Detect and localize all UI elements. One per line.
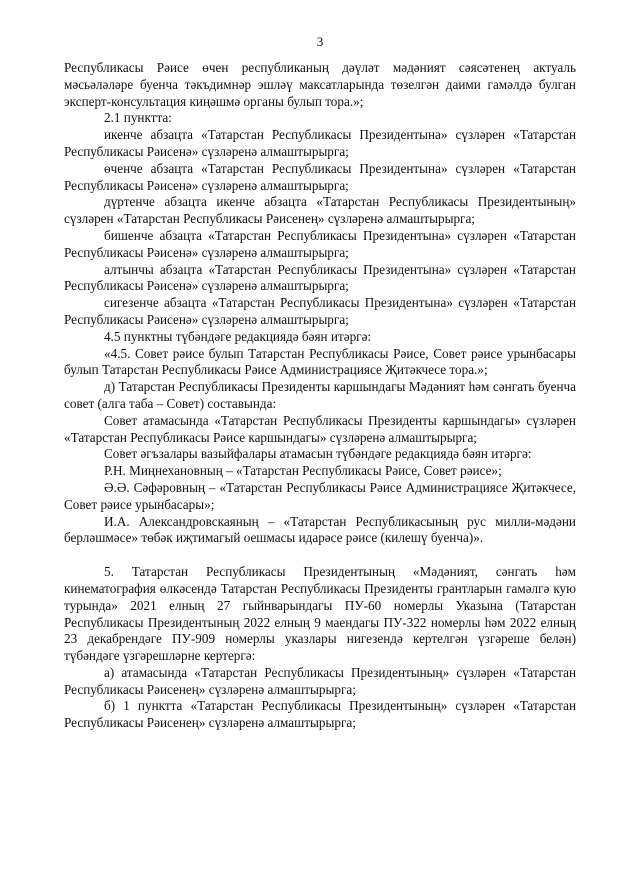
paragraph: Совет атамасында «Татарстан Республикасы Президенты каршындагы» сүзләрен «Татарстан Республикасы Рәисе каршындагы» сүзләренә алмаштырырга; xyxy=(64,412,576,445)
paragraph: д) Татарстан Республикасы Президенты каршындагы Мәдәният һәм сәнгать буенча совет (алга таба – Совет) составында: xyxy=(64,379,576,411)
paragraph: Р.Н. Миңнехановның – «Татарстан Республикасы Рәисе, Совет рәисе»; xyxy=(104,463,502,479)
paragraph: сигезенче абзацта «Татарстан Республикасы Президентына» сүзләрен «Татарстан Республикасы Рәисенә» сүзләренә алмаштырырга; xyxy=(64,295,576,327)
paragraph: дүртенче абзацта икенче абзацта «Татарстан Республикасы Президентының» сүзләрен «Татарстан Республикасы Рәисенең» сүзләренә алмаштырырга; xyxy=(64,194,576,227)
paragraph: И.А. Александровскаяның – «Татарстан Республикасының рус милли-мәдәни берләшмәсе» төбәк иҗтимагый оешмасы идарәсе рәисе (килешү буенча)». xyxy=(64,513,576,546)
paragraph: а) атамасында «Татарстан Республикасы Президентының» сүзләрен «Татарстан Республикасы Рәисенең» сүзләренә алмаштырырга; xyxy=(64,664,576,697)
paragraph-spacer xyxy=(64,547,576,564)
paragraph: икенче абзацта «Татарстан Республикасы Президентына» сүзләрен «Татарстан Республикасы Рәисенә» сүзләренә алмаштырырга; xyxy=(64,127,576,159)
paragraph: Ә.Ә. Сәфәровның – «Татарстан Республикасы Рәисе Администрациясе Җитәкчесе, Совет рәисе урынбасары»; xyxy=(64,479,576,512)
paragraph: б) 1 пунктта «Татарстан Республикасы Президентының» сүзләрен «Татарстан Республикасы Рәисенең» сүзләренә алмаштырырга; xyxy=(64,698,576,731)
paragraph: өченче абзацта «Татарстан Республикасы Президентына» сүзләрен «Татарстан Республикасы Рәисенә» сүзләренә алмаштырырга; xyxy=(64,160,576,193)
page-number: 3 xyxy=(316,34,324,49)
paragraph: 5. Татарстан Республикасы Президентының «Мәдәният, сәнгать һәм кинематография өлкәсендә Татарстан Республикасы Президенты грантларын гамәлгә кую турында» 2021 елның 27 гыйнварындагы ПУ-60 номерлы Указына (Татарстан Республикасы Президентының 2022 елның 9 маендагы ПУ-322 номерлы һәм 2022 елның 23 декабрендәге ПУ-909 номерлы указлары нигезендә кертелгән үзгәреше белән) түбәндәге үзгәрешләрне кертергә: xyxy=(64,564,576,664)
paragraph: 4.5 пунктны түбәндәге редакциядә бәян итәргә: xyxy=(104,328,372,344)
paragraph: бишенче абзацта «Татарстан Республикасы Президентына» сүзләрен «Татарстан Республикасы Рәисенә» сүзләренә алмаштырырга; xyxy=(64,227,576,260)
paragraph: «4.5. Совет рәисе булып Татарстан Республикасы Рәисе, Совет рәисе урынбасары булып Татарстан Республикасы Рәисе Администрациясе Җитәкчесе тора.»; xyxy=(64,345,576,378)
paragraph: алтынчы абзацта «Татарстан Республикасы Президентына» сүзләрен «Татарстан Республикасы Рәисенә» сүзләренә алмаштырырга; xyxy=(64,261,576,294)
paragraph: 2.1 пунктта: xyxy=(104,110,172,126)
paragraph: Республикасы Рәисе өчен республиканың дәүләт мәдәният сәясәтенең актуаль мәсьәләләре буенча тәкъдимнәр эшләү максатларында төзелгән даими гамәлдә булган эксперт-консультация киңәшмә органы булып тора.»; xyxy=(64,60,576,109)
document-body xyxy=(64,60,576,732)
paragraph: Совет әгъзалары вазыйфалары атамасын түбәндәге редакциядә бәян итәргә: xyxy=(104,446,532,462)
